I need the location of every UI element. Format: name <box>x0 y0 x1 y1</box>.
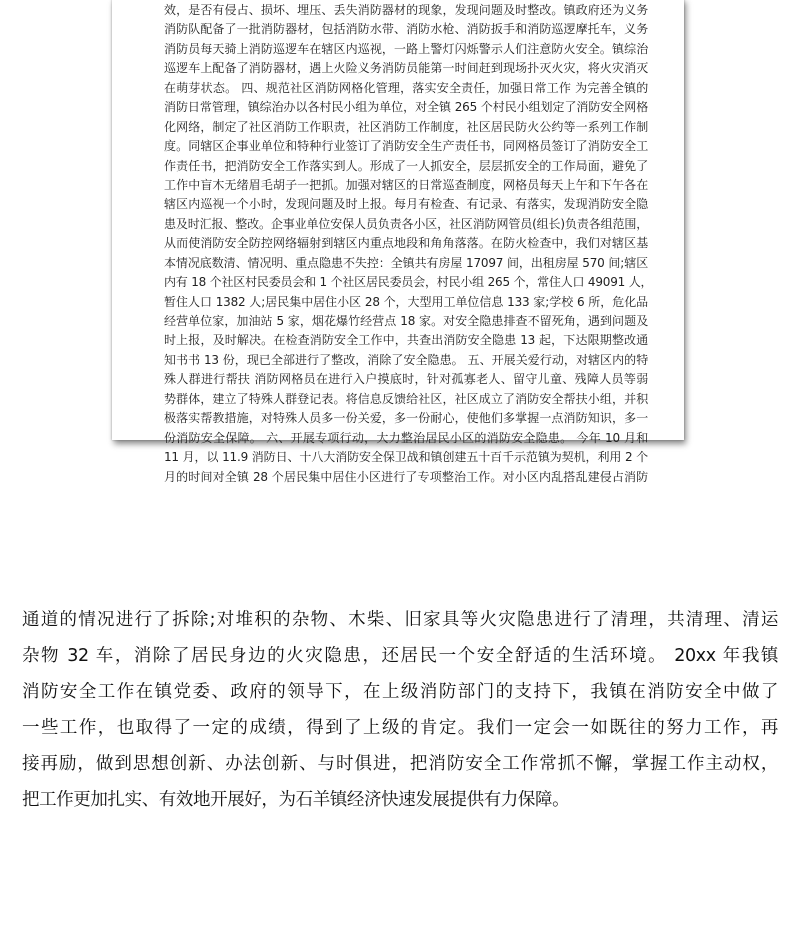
document-page-preview <box>112 0 684 484</box>
page-text-line: 经营单位家，加油站 5 家，烟花爆竹经营点 18 家。对安全隐患排查不留死角，遇到问题及 <box>164 314 648 328</box>
page-text-line: 11 月，以 11.9 消防日、十八大消防安全保卫战和镇创建五十百千示范镇为契机，利用 2 个 <box>164 450 648 465</box>
body-text-line: 接再励，做到思想创新、办法创新、与时俱进，把消防安全工作常抓不懈，掌握工作主动权， <box>22 754 778 774</box>
page-text-line: 辖区内巡视一个小时，发现问题及时上报。每月有检查、有记录、有落实，发现消防安全隐 <box>164 197 648 212</box>
page-text-line: 化网络，制定了社区消防工作职责，社区消防工作制度，社区居民防火公约等一系列工作制 <box>164 119 648 134</box>
page-text-line: 患及时汇报、整改。企事业单位安保人员负责各小区，社区消防网管员(组长)负责各组范围， <box>164 216 648 231</box>
page-text-line: 消防员每天骑上消防巡逻车在辖区内巡视，一路上警灯闪烁警示人们注意防火安全。镇综治 <box>164 41 648 56</box>
body-text-line: 消防安全工作在镇党委、政府的领导下，在上级消防部门的支持下，我镇在消防安全中做了 <box>22 682 778 702</box>
page-text-line: 效，是否有侵占、损坏、埋压、丢失消防器材的现象，发现问题及时整改。镇政府还为义务 <box>164 3 648 17</box>
page-text-line: 消防日常管理，镇综治办以各村民小组为单位，对全镇 265 个村民小组划定了消防安全网格 <box>164 100 648 115</box>
body-text-line: 把工作更加扎实、有效地开展好，为石羊镇经济快速发展提供有力保障。 <box>22 790 570 810</box>
page-text-line: 作责任书，把消防安全工作落实到人。形成了一人抓安全，层层抓安全的工作局面，避免了 <box>164 158 648 173</box>
page-text-line: 暂住人口 1382 人;居民集中居住小区 28 个，大型用工单位信息 133 家;学校 6 所，危化品 <box>164 294 648 309</box>
body-text-line: 通道的情况进行了拆除;对堆积的杂物、木柴、旧家具等火灾隐患进行了清理，共清理、清运 <box>22 610 778 630</box>
page-text-line: 份消防安全保障。 六、开展专项行动，大力整治居民小区的消防安全隐患。 今年 10 月和 <box>164 430 648 445</box>
body-text-line: 一些工作，也取得了一定的成绩，得到了上级的肯定。我们一定会一如既往的努力工作，再 <box>22 718 778 738</box>
page-text-line: 度。同辖区企事业单位和特种行业签订了消防安全生产责任书，同网格员签订了消防安全工 <box>164 139 648 154</box>
page-text-line: 殊人群进行帮扶 消防网格员在进行入户摸底时，针对孤寡老人、留守儿童、残障人员等弱 <box>164 372 648 387</box>
page-text-line: 从而使消防安全防控网络辐射到辖区内重点地段和角角落落。在防火检查中，我们对辖区基 <box>164 236 648 251</box>
page-text-line: 时上报，及时解决。在检查消防安全工作中，共查出消防安全隐患 13 起，下达限期整改通 <box>164 333 648 348</box>
body-text-line: 杂物 32 车，消除了居民身边的火灾隐患，还居民一个安全舒适的生活环境。 20xx 年我镇 <box>22 646 778 666</box>
body-text-block <box>22 602 778 818</box>
page-text-line: 巡逻车上配备了消防器材，遇上火险义务消防员能第一时间赶到现场扑灭火灾，将火灾消灭 <box>164 61 648 76</box>
page-text-line: 工作中盲木无绪眉毛胡子一把抓。加强对辖区的日常巡查制度，网格员每天上午和下午各在 <box>164 177 648 192</box>
page-text-line: 在萌芽状态。 四、规范社区消防网格化管理，落实安全责任，加强日常工作 为完善全镇的 <box>164 80 648 95</box>
page-text-line: 知书书 13 份，现已全部进行了整改，消除了安全隐患。 五、开展关爱行动，对辖区内的特 <box>164 352 648 367</box>
page-text-line: 消防队配备了一批消防器材，包括消防水带、消防水枪、消防扳手和消防巡逻摩托车，义务 <box>164 22 648 37</box>
page-text-line: 月的时间对全镇 28 个居民集中居住小区进行了专项整治工作。对小区内乱搭乱建侵占消防 <box>164 469 648 484</box>
page-text-line: 势群体，建立了特殊人群登记表。将信息反馈给社区，社区成立了消防安全帮扶小组，并积 <box>164 391 648 406</box>
page-text-line: 内有 18 个社区村民委员会和 1 个社区居民委员会，村民小组 265 个，常住人口 49091 人， <box>164 275 653 290</box>
page-text-line: 极落实帮教措施，对特殊人员多一份关爱，多一份耐心，使他们多掌握一点消防知识，多一 <box>164 411 648 426</box>
page-text-line: 本情况底数清、情况明、重点隐患不失控：全镇共有房屋 17097 间，出租房屋 570 间;辖区 <box>164 255 648 270</box>
page-text-block <box>164 1 653 487</box>
